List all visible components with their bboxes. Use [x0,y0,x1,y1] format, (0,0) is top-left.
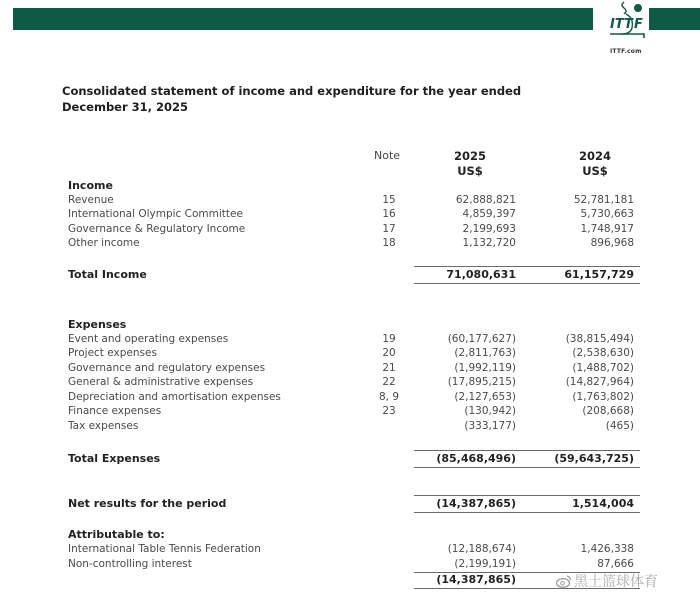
total-expenses-2025: (85,468,496) [436,452,516,465]
year-2024-label: 2024 [578,149,611,163]
row-value-2024: (38,815,494) [565,333,634,345]
row-value-2025: (2,811,763) [454,347,516,359]
row-value-2024: (465) [605,420,634,432]
row-note: 22 [382,376,396,388]
row-note: 23 [382,405,396,417]
expenses-heading: Expenses [68,318,127,331]
row-note: 17 [382,223,396,235]
header-band-right [649,8,700,30]
row-label: General & administrative expenses [68,376,254,388]
row-value-2024: 52,781,181 [573,194,634,206]
net-results-label: Net results for the period [68,497,227,510]
header-band-left [13,8,593,30]
title-line-1: Consolidated statement of income and expenditure for the year ended [62,84,522,98]
net-results-bottom-rule [414,512,640,513]
row-value-2025: 4,859,397 [462,208,516,220]
row-note: 8, 9 [378,391,400,403]
row-value-2024: 896,968 [590,237,634,249]
row-value-2024: (1,488,702) [572,362,634,374]
income-heading: Income [68,179,113,192]
row-value-2024: 5,730,663 [580,208,634,220]
row-value-2025: (60,177,627) [447,333,516,345]
svg-text:ITT: ITT [610,17,633,32]
net-results-2024: 1,514,004 [572,497,634,510]
total-income-top-rule [414,266,640,267]
total-expenses-bottom-rule [414,467,640,468]
row-value-2025: (130,942) [464,405,516,417]
row-value-2025: 2,199,693 [462,223,516,235]
row-label: International Table Tennis Federation [68,543,261,555]
row-value-2025: (12,188,674) [447,543,516,555]
row-value-2025: (2,199,191) [454,558,516,570]
watermark-text: 黑土篮球体育 [574,574,658,590]
total-expenses-2024: (59,643,725) [554,452,634,465]
row-label: Revenue [68,194,114,206]
row-value-2025: (2,127,653) [454,391,516,403]
currency-2024-label: US$ [582,164,608,178]
row-label: Event and operating expenses [68,333,229,345]
row-label: Tax expenses [68,420,139,432]
row-label: Depreciation and amortisation expenses [68,391,281,403]
row-value-2025: (17,895,215) [447,376,516,388]
net-results-top-rule [414,495,640,496]
ittf-logo [604,0,650,44]
document-title [62,84,582,115]
row-value-2024: (1,763,802) [572,391,634,403]
year-2025-label: 2025 [453,149,486,163]
row-value-2024: (208,668) [582,405,634,417]
row-note: 15 [382,194,396,206]
row-value-2024: 1,748,917 [580,223,634,235]
row-label: Other income [68,237,140,249]
row-label: Finance expenses [68,405,162,417]
total-income-bottom-rule [414,283,640,284]
row-value-2025: (333,177) [464,420,516,432]
year-2024-header [565,149,625,179]
logo-url: ITTF.com [610,48,642,55]
row-value-2024: 87,666 [597,558,634,570]
total-income-label: Total Income [68,268,147,281]
total-income-2024: 61,157,729 [564,268,634,281]
row-note: 18 [382,237,396,249]
attributable-total-2025: (14,387,865) [436,573,516,586]
row-value-2024: (2,538,630) [572,347,634,359]
row-value-2024: (14,827,964) [565,376,634,388]
total-income-2025: 71,080,631 [446,268,516,281]
weibo-icon [556,574,572,588]
row-note: 21 [382,362,396,374]
currency-2025-label: US$ [457,164,483,178]
row-value-2025: 62,888,821 [455,194,516,206]
net-results-2025: (14,387,865) [436,497,516,510]
row-label: Project expenses [68,347,157,359]
row-value-2024: 1,426,338 [580,543,634,555]
row-note: 19 [382,333,396,345]
total-expenses-label: Total Expenses [68,452,161,465]
year-2025-header [440,149,500,179]
total-expenses-top-rule [414,450,640,451]
attributable-heading: Attributable to: [68,528,165,541]
svg-text:F: F [634,17,643,32]
row-value-2025: (1,992,119) [454,362,516,374]
row-label: Non-controlling interest [68,558,192,570]
title-line-2: December 31, 2025 [62,99,189,114]
row-label: Governance & Regulatory Income [68,223,246,235]
row-note: 16 [382,208,396,220]
row-note: 20 [382,347,396,359]
row-label: International Olympic Committee [68,208,243,220]
row-label: Governance and regulatory expenses [68,362,266,374]
weibo-watermark [556,571,658,591]
row-value-2025: 1,132,720 [462,237,516,249]
note-column-header: Note [374,149,401,162]
